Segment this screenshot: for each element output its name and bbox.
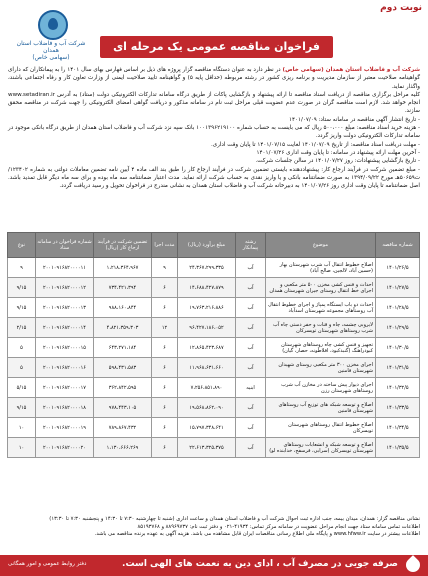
slogan: صرفه جویی در مصرف آب ، ادای دین به نعمت های الهی است. bbox=[122, 559, 398, 569]
table-cell: ۹/۱۵ bbox=[8, 298, 36, 318]
table-cell: احداث و فنس کشی مخزن ۵۰۰ متر مکعبی و اجرای خط انتقال روستای جیران شهرستان همدان bbox=[266, 278, 376, 298]
table-cell: ۹/۱۵ bbox=[8, 278, 36, 298]
intro-heading: شرکت آب و فاضلاب استان همدان (سهامی خاص) bbox=[282, 67, 421, 73]
table-cell: ۱۹،۷۶۳،۲۱۶،۸۸۶ bbox=[178, 298, 236, 318]
table-cell: ۹ bbox=[152, 258, 178, 278]
table-cell: ۹ bbox=[8, 258, 36, 278]
table-cell: ابنیه bbox=[236, 378, 266, 398]
table-cell: ۷۳۴،۴۲۱،۳۹۴ bbox=[94, 278, 152, 298]
table-cell: ۱۴۰۱/۲۹/۵ bbox=[376, 318, 420, 338]
table-cell: آب bbox=[236, 258, 266, 278]
table-row bbox=[8, 398, 420, 418]
column-header: نوع bbox=[8, 233, 36, 258]
table-row bbox=[8, 438, 420, 458]
table-cell: ۱۴۰۱/۳۵/۵ bbox=[376, 438, 420, 458]
table-cell: ۱۵،۷۹۷،۳۴۸،۶۴۱ bbox=[178, 418, 236, 438]
table-header-row bbox=[8, 233, 420, 258]
pr-office-label: دفتر روابط عمومی و امور همگانی bbox=[8, 561, 87, 567]
table-cell: ۵۹۸،۴۳۱،۵۸۳ bbox=[94, 358, 152, 378]
table-cell: ۶ bbox=[152, 378, 178, 398]
table-cell: ۱۴،۶۸۸،۴۲۷،۸۷۹ bbox=[178, 278, 236, 298]
table-cell: آب bbox=[236, 438, 266, 458]
table-row bbox=[8, 318, 420, 338]
table-cell: ۹۷۸،۴۴۳،۱۰۵ bbox=[94, 398, 152, 418]
table-cell: ۶۴۳،۲۷۱،۱۸۴ bbox=[94, 338, 152, 358]
table-cell: آب bbox=[236, 278, 266, 298]
table-cell: ۱۴۰۱/۳۲/۵ bbox=[376, 378, 420, 398]
table-cell: ۷،۲۵۶،۸۵۱،۸۹۰ bbox=[178, 378, 236, 398]
logo-text: شرکت آب و فاضلاب استان همدان (سهامی خاص) bbox=[16, 40, 86, 61]
column-header: موضوع bbox=[266, 233, 376, 258]
table-row bbox=[8, 298, 420, 318]
table-cell: ۵ bbox=[8, 358, 36, 378]
column-header: رشته پیمانکار bbox=[236, 233, 266, 258]
table-cell: آب bbox=[236, 338, 266, 358]
table-cell: ۶ bbox=[152, 438, 178, 458]
table-cell: اصلاح و توسعه شبکه و انشعابات روستاهای شهرستان تویسرکان (سرابی، فرسفج، خدابنده لو) bbox=[266, 438, 376, 458]
table-row bbox=[8, 378, 420, 398]
table-cell: ۲۰۰۱۰۹۱۶۸۲۰۰۰۰۱۳ bbox=[36, 298, 94, 318]
table-cell: ۶ bbox=[152, 358, 178, 378]
table-cell: ۲۰۰۱۰۹۱۶۸۲۰۰۰۰۱۷ bbox=[36, 378, 94, 398]
intro-text: شرکت آب و فاضلاب استان همدان (سهامی خاص) در نظر دارد به عنوان دستگاه مناقصه گزار پروژه های ذیل بر اساس فهارس بهای سال ۱۴۰۱ را به پیمانکاران که دارای گواهینامه صلاحیت معتبر از سازمان مدیریت و برنامه ریزی کشور در رشته مربوطه (حداقل پایه ۵) و گواهینامه تایید صلاحیت ایمنی از وزارت تعاون کار و رفاه اجتماعی باشند، واگذار نماید. کلیه مراحل برگزاری مناقصه از دریافت اسناد مناقصه تا ارائه پیشنهاد و بازگشایی پاکات از طریق درگاه سامانه تدارکات الکترونیکی دولت (ستاد) به آدرس www.setadiran.ir انجام خواهد شد. لازم است مناقصه گران در صورت عدم عضویت قبلی مراحل ثبت نام در سامانه مذکور و دریافت گواهی امضای الکترونیکی را جهت شرکت در مناقصه محقق سازند. - تاریخ انتشار آگهی مناقصه در سامانه ستاد: ۱۴۰۱/۰۷/۰۹ - هزینه خرید اسناد مناقصه: مبلغ ۵۰۰،۰۰۰ ریال که می بایست به حساب شماره ۱۰۰۱۳۹۶۲۱۹۱۰۰ بانک سپه نزد شرکت آب و فاضلاب استان همدان از طریق درگاه بانکی موجود در سامانه تدارکات الکترونیکی دولت واریز گردد. - مهلت دریافت اسناد مناقصه: از تاریخ ۱۴۰۱/۰۷/۰۹ لغایت ۱۴۰۱/۰۷/۱۵ تا پایان وقت اداری. - آخرین مهلت ارائه پیشنهاد در سامانه: تا پایان وقت اداری ۱۴۰۱/۰۷/۲۶ - تاریخ بازگشایی پیشنهادات: روز ۱۴۰۱/۰۷/۲۷ در سالن جلسات شرکت. - مبلغ تضمین شرکت در فرآیند ارجاع کار: پیشنهاددهنده بایستی تضمین شرکت در فرآیند ارجاع کار را طبق بند الف ماده ۴ آیین نامه تضمین معاملات دولتی به شماره ۱۲۳۴۰۲/ت۵۰۶۵۹هـ مورخ ۱۳۹۴/۰۹/۲۲ به صورت ضمانتنامه بانکی و یا واریز نقدی به حساب شرکت ارائه نماید. مدت اعتبار ضمانتنامه سه ماه بوده و برای سه ماه دیگر قابل تمدید باشد. اصل ضمانتنامه تا پایان وقت اداری روز ۱۴۰۱/۰۷/۲۶ به دبیرخانه شرکت آب و فاضلاب استان همدان به نشانی مندرج در فراخوان تحویل و رسید دریافت گردد. bbox=[8, 67, 421, 190]
table-cell: ۱۴۰۱/۳۰/۵ bbox=[376, 338, 420, 358]
table-cell: ۲۲،۶۱۳،۳۲۵،۳۷۵ bbox=[178, 438, 236, 458]
table-cell: ۲۰۰۱۰۹۱۶۸۲۰۰۰۰۱۸ bbox=[36, 398, 94, 418]
table-cell: ۹/۱۵ bbox=[8, 398, 36, 418]
table-cell: ۶ bbox=[152, 298, 178, 318]
table-cell: ۹۶،۴۲۷،۱۸۶،۰۵۲ bbox=[178, 318, 236, 338]
tender-table bbox=[7, 232, 420, 458]
table-cell: تجهیز و فنس کشی چاه روستاهای شهرستان کبودراهنگ (گنبدکبود، افلاطونه، حصار، گیان) bbox=[266, 338, 376, 358]
column-header: مبلغ برآورد (ریال) bbox=[178, 233, 236, 258]
column-header: تضمین شرکت در فرآیند ارجاع کار (ریال) bbox=[94, 233, 152, 258]
table-cell: ۵/۱۵ bbox=[8, 378, 36, 398]
table-cell: ۲۴،۳۶۷،۲۹۹،۳۳۵ bbox=[178, 258, 236, 278]
table-cell: ۵ bbox=[8, 338, 36, 358]
table-cell: ۹۸۸،۱۶۰،۸۴۴ bbox=[94, 298, 152, 318]
table-cell: ۱۴۰۱/۳۳/۵ bbox=[376, 398, 420, 418]
table-row bbox=[8, 418, 420, 438]
table-row bbox=[8, 258, 420, 278]
table-cell: آب bbox=[236, 298, 266, 318]
table-cell: ۱۲ bbox=[152, 318, 178, 338]
table-row bbox=[8, 358, 420, 378]
table-cell: ۱۴۰۱/۲۸/۵ bbox=[376, 298, 420, 318]
table-row bbox=[8, 278, 420, 298]
table-cell: ۱۱،۹۶۸،۶۳۱،۶۶۰ bbox=[178, 358, 236, 378]
table-cell: ۲۰۰۱۰۹۱۶۸۲۰۰۰۰۱۹ bbox=[36, 418, 94, 438]
page-title: فراخوان مناقصه عمومی یک مرحله ای bbox=[100, 36, 333, 58]
table-cell: آب bbox=[236, 358, 266, 378]
table-cell: اصلاح خطوط انتقال روستاهای شهرستان تویسرکان bbox=[266, 418, 376, 438]
table-cell: ۱،۲۱۸،۳۶۴،۹۶۷ bbox=[94, 258, 152, 278]
column-header: مدت اجرا bbox=[152, 233, 178, 258]
table-row bbox=[8, 338, 420, 358]
table-cell: ۴،۸۲۱،۳۵۹،۳۰۳ bbox=[94, 318, 152, 338]
table-cell: ۱۲،۸۶۵،۴۲۳،۶۸۷ bbox=[178, 338, 236, 358]
table-cell: ۷۸۹،۸۶۷،۴۳۲ bbox=[94, 418, 152, 438]
table-cell: ۶ bbox=[152, 398, 178, 418]
footnotes: نشانی مناقصه گزار: همدان، میدان بیمه، جنب اداره ثبت احوال شرکت آب و فاضلاب استان همدان و ساعت اداری (شنبه تا چهارشنبه ۷:۳۰ تا ۱۴:۳۰ و پنجشنبه ۷:۳۰ تا ۱۳:۳۰) اطلاعات تماس سامانه ستاد جهت انجام مراحل عضویت در سامانه مرکز تماس: ۴۱۹۳۴-۰۲۱ و دفتر ثبت نام: ۸۸۹۶۹۷۳۷ و ۸۵۱۹۳۷۶۸ اطلاعات بیشتر در سایت www.hfww.ir و پایگاه ملی اطلاع رسانی مناقصات ایران قابل مشاهده می باشد. هزینه آگهی به عهده برنده مناقصه می باشد. bbox=[49, 516, 420, 537]
table-cell: ۱۰ bbox=[8, 418, 36, 438]
table-cell: ۱۴۰۱/۲۷/۵ bbox=[376, 278, 420, 298]
table-cell: آب bbox=[236, 418, 266, 438]
table-cell: اصلاح و توسعه شبکه های توزیع آب روستاهای شهرستان فامنین bbox=[266, 398, 376, 418]
table-cell: ۱۴۰۱/۳۴/۵ bbox=[376, 418, 420, 438]
table-cell: ۱۴۰۱/۲۶/۵ bbox=[376, 258, 420, 278]
table-cell: ۲۰۰۱۰۹۱۶۸۲۰۰۰۰۱۱ bbox=[36, 258, 94, 278]
table-cell: ۶ bbox=[152, 278, 178, 298]
column-header: شماره مناقصه bbox=[376, 233, 420, 258]
table-cell: آب bbox=[236, 318, 266, 338]
table-cell: ۱۴۰۱/۳۱/۵ bbox=[376, 358, 420, 378]
table-cell: اجرای دیوار پیش ساخته در مخازن آب شرب روستاهای شهرستان رزن bbox=[266, 378, 376, 398]
table-cell: اجرای مخزن ۳۰۰ متر مکعبی روستای شهیدان شهرستان فامنین bbox=[266, 358, 376, 378]
table-cell: ۲/۱۵ bbox=[8, 318, 36, 338]
water-drop-icon bbox=[403, 555, 423, 575]
table-cell: احداث دو باب ایستگاه پمپاژ و اجرای خطوط انتقال آب روستاهای مجموعه شهرستان اسدآباد bbox=[266, 298, 376, 318]
table-cell: ۱۹،۵۶۸،۸۶۲،۰۹۰ bbox=[178, 398, 236, 418]
table-cell: ۲۰۰۱۰۹۱۶۸۲۰۰۰۰۱۶ bbox=[36, 358, 94, 378]
column-header: شماره فراخوان در سامانه ستاد bbox=[36, 233, 94, 258]
table-cell: ۶ bbox=[152, 418, 178, 438]
table-cell: ۲۰۰۱۰۹۱۶۸۲۰۰۰۰۱۲ bbox=[36, 278, 94, 298]
edition-label: نوبت دوم bbox=[380, 3, 422, 13]
table-cell: ۶ bbox=[152, 338, 178, 358]
table-cell: ۱۰ bbox=[8, 438, 36, 458]
table-cell: ۳۶۲،۸۴۲،۵۹۵ bbox=[94, 378, 152, 398]
table-cell: اصلاح خطوط انتقال آب شرب شهرستان بهار (حسین آباد، لالجین، صالح آباد) bbox=[266, 258, 376, 278]
table-cell: ۲۰۰۱۰۹۱۶۸۲۰۰۰۰۲۰ bbox=[36, 438, 94, 458]
table-cell: ۲۰۰۱۰۹۱۶۸۲۰۰۰۰۱۴ bbox=[36, 318, 94, 338]
table-cell: ۲۰۰۱۰۹۱۶۸۲۰۰۰۰۱۵ bbox=[36, 338, 94, 358]
company-logo bbox=[8, 10, 94, 60]
bottom-banner bbox=[0, 555, 428, 576]
table-cell: ۱،۱۳۰،۶۶۶،۲۶۹ bbox=[94, 438, 152, 458]
table-cell: آب bbox=[236, 398, 266, 418]
table-cell: لایروبی چشمه، چاه و قنات و حفر دستی چاه آب شرب روستاهای شهرستان تویسرکان bbox=[266, 318, 376, 338]
water-drop-icon bbox=[38, 10, 68, 40]
